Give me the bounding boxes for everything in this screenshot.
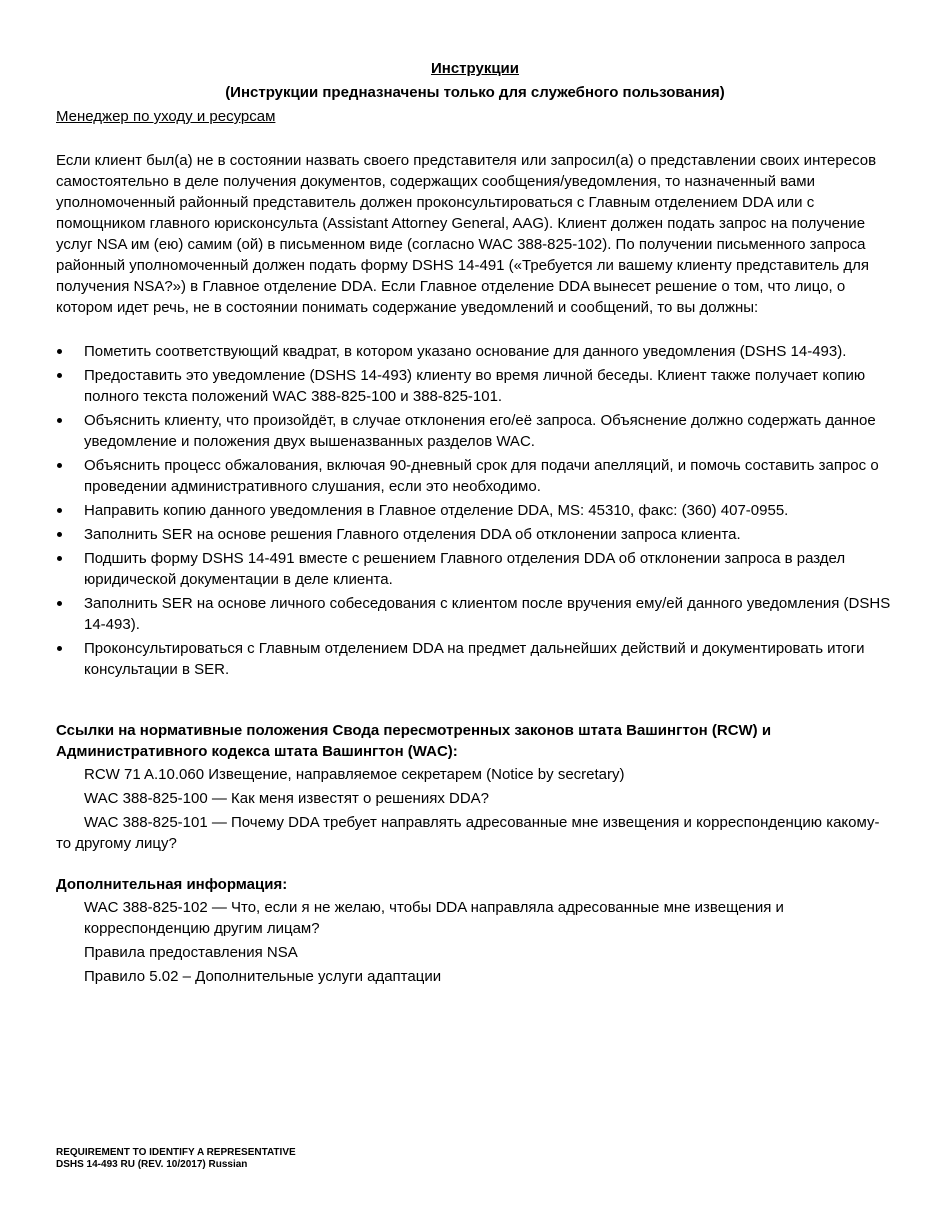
instruction-list bbox=[56, 341, 894, 680]
footer-form-title: REQUIREMENT TO IDENTIFY A REPRESENTATIVE bbox=[56, 1147, 296, 1158]
reference-item: WAC 388-825-100 — Как меня известят о решениях DDA? bbox=[84, 790, 490, 807]
list-item: Подшить форму DSHS 14-491 вместе с решением Главного отделения DDA об отклонении запроса в раздел юридической документации в деле клиента. bbox=[56, 548, 894, 590]
list-item: Пометить соответствующий квадрат, в котором указано основание для данного уведомления (DSHS 14-493). bbox=[56, 341, 894, 362]
form-footer bbox=[56, 1147, 296, 1171]
list-item: Предоставить это уведомление (DSHS 14-493) клиенту во время личной беседы. Клиент также получает копию полного текста положений WAC 388-825-100 и 388-825-101. bbox=[56, 365, 894, 407]
list-item: Объяснить клиенту, что произойдёт, в случае отклонения его/её запроса. Объяснение должно содержать данное уведомление и положения двух вышеназванных разделов WAC. bbox=[56, 410, 894, 452]
reference-item: RCW 71 A.10.060 Извещение, направляемое секретарем (Notice by secretary) bbox=[84, 766, 625, 783]
list-item: Проконсультироваться с Главным отделением DDA на предмет дальнейших действий и документировать итоги консультации в SER. bbox=[56, 638, 894, 680]
list-item: Заполнить SER на основе решения Главного отделения DDA об отклонении запроса клиента. bbox=[56, 524, 894, 545]
intro-paragraph: Если клиент был(а) не в состоянии назвать своего представителя или запросил(а) о представлении своих интересов самостоятельно в деле получения документов, содержащих сообщения/уведомления, то назначенный вами уполномоченный районный представитель должен проконсультироваться с Главным отделением DDA или с помощником главного юрисконсульта (Assistant Attorney General, AAG). Клиент должен подать запрос на получение услуг NSA им (ею) самим (ой) в письменном виде (согласно WAC 388-825-102). По получении письменного запроса районный уполномоченный должен подать форму DSHS 14-491 («Требуется ли вашему клиенту представитель для получения NSA?») в Главное отделение DDA. Если Главное отделение DDA вынесет решение о том, что лицо, о котором идет речь, не в состоянии понимать содержание уведомлений и сообщений, то вы должны: bbox=[56, 152, 877, 316]
additional-info-item: Правило 5.02 – Дополнительные услуги адаптации bbox=[84, 968, 442, 985]
list-item: Направить копию данного уведомления в Главное отделение DDA, MS: 45310, факс: (360) 407-0955. bbox=[56, 500, 894, 521]
reference-item: WAC 388-825-101 — Почему DDA требует направлять адресованные мне извещения и корреспонденцию какому-то другому лицу? bbox=[56, 814, 880, 852]
role-heading: Менеджер по уходу и ресурсам bbox=[56, 108, 276, 125]
page-title: Инструкции bbox=[430, 60, 519, 77]
additional-info-item: WAC 388-825-102 — Что, если я не желаю, чтобы DDA направляла адресованные мне извещения и корреспонденцию другим лицам? bbox=[84, 899, 784, 937]
additional-info-item: Правила предоставления NSA bbox=[84, 944, 298, 961]
references-heading: Ссылки на нормативные положения Свода пересмотренных законов штата Вашингтон (RCW) и Административного кодекса штата Вашингтон (WAC): bbox=[56, 722, 772, 760]
page-subtitle: (Инструкции предназначены только для служебного пользования) bbox=[225, 84, 725, 101]
list-item: Объяснить процесс обжалования, включая 90-дневный срок для подачи апелляций, и помочь составить запрос о проведении административного слушания, если это необходимо. bbox=[56, 455, 894, 497]
additional-info-heading: Дополнительная информация: bbox=[56, 876, 288, 893]
document-page bbox=[56, 58, 894, 990]
list-item: Заполнить SER на основе личного собеседования с клиентом после вручения ему/ей данного уведомления (DSHS 14-493). bbox=[56, 593, 894, 635]
footer-form-number: DSHS 14-493 RU (REV. 10/2017) Russian bbox=[56, 1159, 248, 1170]
